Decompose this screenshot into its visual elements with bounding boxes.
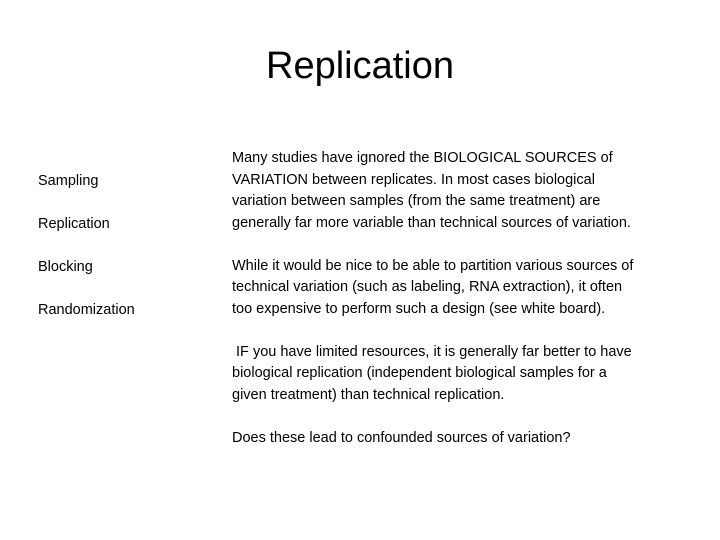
paragraph-limited-resources: [232, 342, 702, 407]
paragraph-line: VARIATION between replicates. In most cases biological: [232, 171, 595, 188]
paragraph-line: given treatment) than technical replication.: [232, 386, 505, 403]
paragraph-line: biological replication (independent biological samples for a: [232, 365, 607, 381]
slide-content: [232, 148, 702, 471]
paragraph-biological-sources: [232, 148, 702, 234]
sidebar-item-replication: Replication: [38, 216, 110, 232]
paragraph-line: While it would be nice to be able to partition various sources of: [232, 257, 634, 274]
sidebar-item-blocking: Blocking: [38, 259, 93, 275]
sidebar-item-sampling: Sampling: [38, 173, 99, 189]
paragraph-question: [232, 428, 702, 450]
paragraph-line: too expensive to perform such a design (see white board).: [232, 300, 606, 317]
sidebar-item-randomization: Randomization: [38, 302, 135, 318]
paragraph-line: Does these lead to confounded sources of variation?: [232, 429, 571, 446]
paragraph-line: IF you have limited resources, it is generally far better to have: [232, 343, 632, 360]
paragraph-line: technical variation (such as labeling, RNA extraction), it often: [232, 279, 623, 295]
topic-sidebar: [38, 170, 218, 342]
paragraph-technical-variation: [232, 256, 702, 321]
slide-title: Replication: [266, 45, 454, 87]
paragraph-line: variation between samples (from the same treatment) are: [232, 193, 601, 209]
paragraph-line: generally far more variable than technical sources of variation.: [232, 214, 631, 231]
paragraph-line: Many studies have ignored the BIOLOGICAL SOURCES of: [232, 150, 613, 166]
